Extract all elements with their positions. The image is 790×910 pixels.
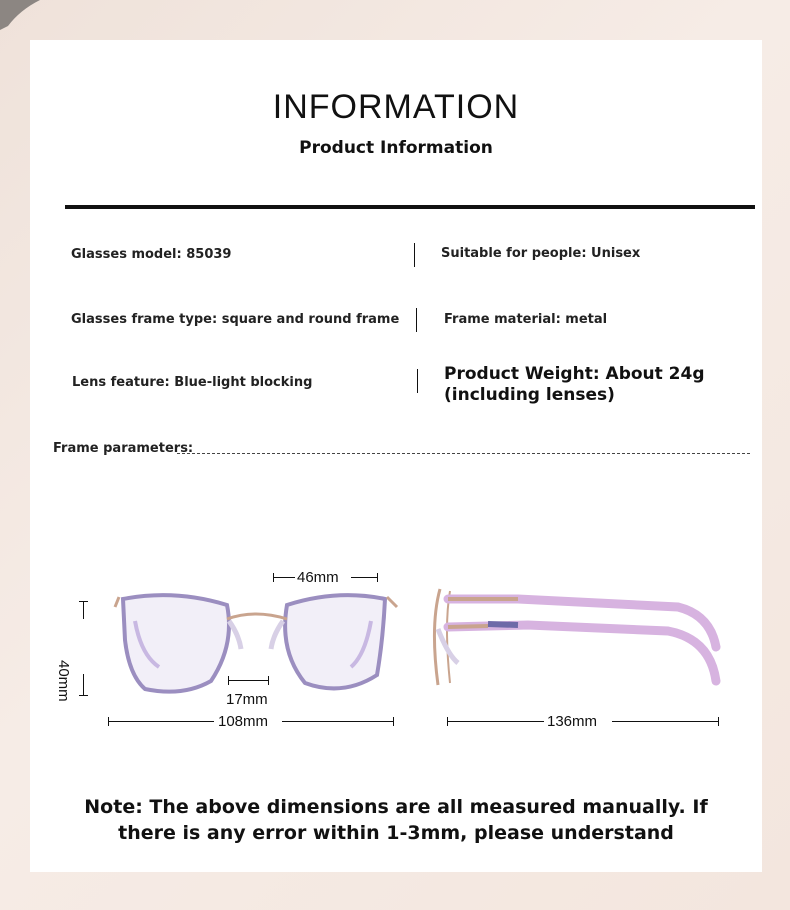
dim-line — [228, 680, 268, 681]
corner-decoration — [0, 0, 40, 30]
dim-tick — [718, 717, 719, 726]
dim-tick — [79, 695, 88, 696]
note-line2: there is any error within 1-3mm, please understand — [118, 822, 674, 844]
spec-lens: Lens feature: Blue-light blocking — [72, 375, 313, 390]
temple-length-label: 136mm — [547, 713, 598, 730]
dim-line — [83, 601, 84, 619]
dim-tick — [393, 717, 394, 726]
measurement-note — [30, 794, 762, 846]
dim-tick — [377, 573, 378, 582]
spec-material: Frame material: metal — [444, 312, 608, 327]
dim-line — [83, 674, 84, 695]
lens-height-label: 40mm — [55, 660, 72, 702]
page-title: INFORMATION — [272, 88, 520, 126]
dim-line — [273, 577, 295, 578]
spec-weight-line1: Product Weight: About 24g — [444, 364, 705, 384]
header-divider — [65, 205, 755, 209]
frame-width-label: 108mm — [218, 713, 269, 730]
spec-frame-type: Glasses frame type: square and round frame — [71, 312, 400, 327]
dim-line — [108, 721, 214, 722]
glasses-front-illustration — [115, 585, 405, 700]
spec-separator — [414, 243, 415, 267]
glasses-side-illustration — [428, 585, 723, 695]
spec-people: Suitable for people: Unisex — [441, 246, 641, 261]
dim-line — [612, 721, 718, 722]
frame-parameters-dashes — [177, 453, 750, 454]
lens-width-label: 46mm — [297, 569, 339, 586]
dim-line — [447, 721, 544, 722]
dim-tick — [268, 676, 269, 685]
dim-line — [282, 721, 393, 722]
spec-separator — [416, 308, 417, 332]
info-card — [30, 40, 762, 872]
note-line1: Note: The above dimensions are all measured manually. If — [84, 796, 708, 818]
spec-separator — [417, 369, 418, 393]
dim-line — [351, 577, 377, 578]
spec-weight — [444, 364, 705, 406]
spec-weight-line2: (including lenses) — [444, 385, 615, 405]
bridge-width-label: 17mm — [226, 691, 268, 708]
page-subtitle: Product Information — [299, 138, 493, 158]
spec-model: Glasses model: 85039 — [71, 247, 232, 262]
frame-parameters-label: Frame parameters: — [53, 441, 194, 456]
